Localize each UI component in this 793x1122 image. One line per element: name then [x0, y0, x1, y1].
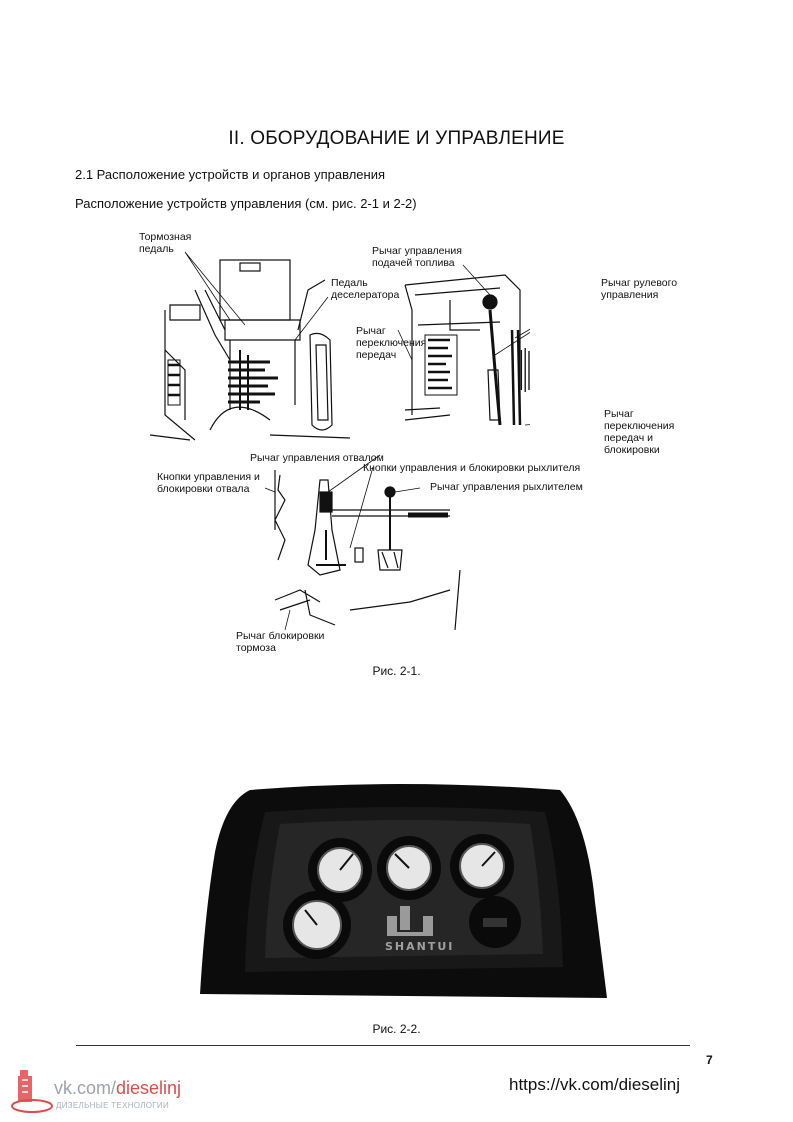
svg-text:SHANTUI: SHANTUI	[385, 940, 455, 953]
footer-rule	[76, 1045, 690, 1046]
page-number: 7	[706, 1053, 713, 1067]
label-shift-lock-lever: Рычаг переключения передач и блокировки	[604, 408, 675, 456]
label-brake-pedal: Тормозная педаль	[139, 231, 192, 255]
leader-lines	[185, 252, 530, 630]
gauge-2	[377, 836, 441, 900]
barcode-strip	[521, 348, 530, 392]
figure-caption-2-2: Рис. 2-2.	[372, 1022, 421, 1036]
gauge-3	[450, 834, 514, 898]
watermark-logo	[6, 1066, 56, 1118]
label-steering-lever: Рычаг рулевого управления	[601, 277, 678, 301]
hour-meter	[469, 896, 521, 948]
label-ripper-buttons: Кнопки управления и блокировки рыхлителя	[363, 462, 581, 474]
instrument-panel-photo	[195, 782, 610, 1002]
gauge-4	[283, 891, 351, 959]
cab-front-drawing	[150, 260, 350, 440]
label-decel-pedal: Педаль деселератора	[331, 277, 400, 301]
subsection-heading: Расположение устройств управления (см. рис. 2-1 и 2-2)	[75, 196, 417, 211]
figure-caption-2-1: Рис. 2-1.	[372, 664, 421, 678]
section-heading: 2.1 Расположение устройств и органов управления	[75, 167, 386, 182]
footer-link[interactable]: https://vk.com/dieselinj	[509, 1075, 681, 1094]
watermark-text: vk.com/dieselinj	[54, 1078, 182, 1098]
label-blade-lever: Рычаг управления отвалом	[250, 452, 384, 464]
label-fuel-lever: Рычаг управления подачей топлива	[372, 245, 462, 269]
label-blade-buttons: Кнопки управления и блокировки отвала	[157, 471, 260, 495]
watermark-subtitle: ДИЗЕЛЬНЫЕ ТЕХНОЛОГИИ	[56, 1101, 170, 1110]
control-console-drawing	[275, 470, 460, 630]
label-shift-lever: Рычаг переключения передач	[356, 325, 427, 361]
label-brake-lock-lever: Рычаг блокировки тормоза	[236, 630, 325, 654]
label-ripper-lever: Рычаг управления рыхлителем	[430, 481, 583, 493]
page-title: II. ОБОРУДОВАНИЕ И УПРАВЛЕНИЕ	[228, 128, 565, 149]
